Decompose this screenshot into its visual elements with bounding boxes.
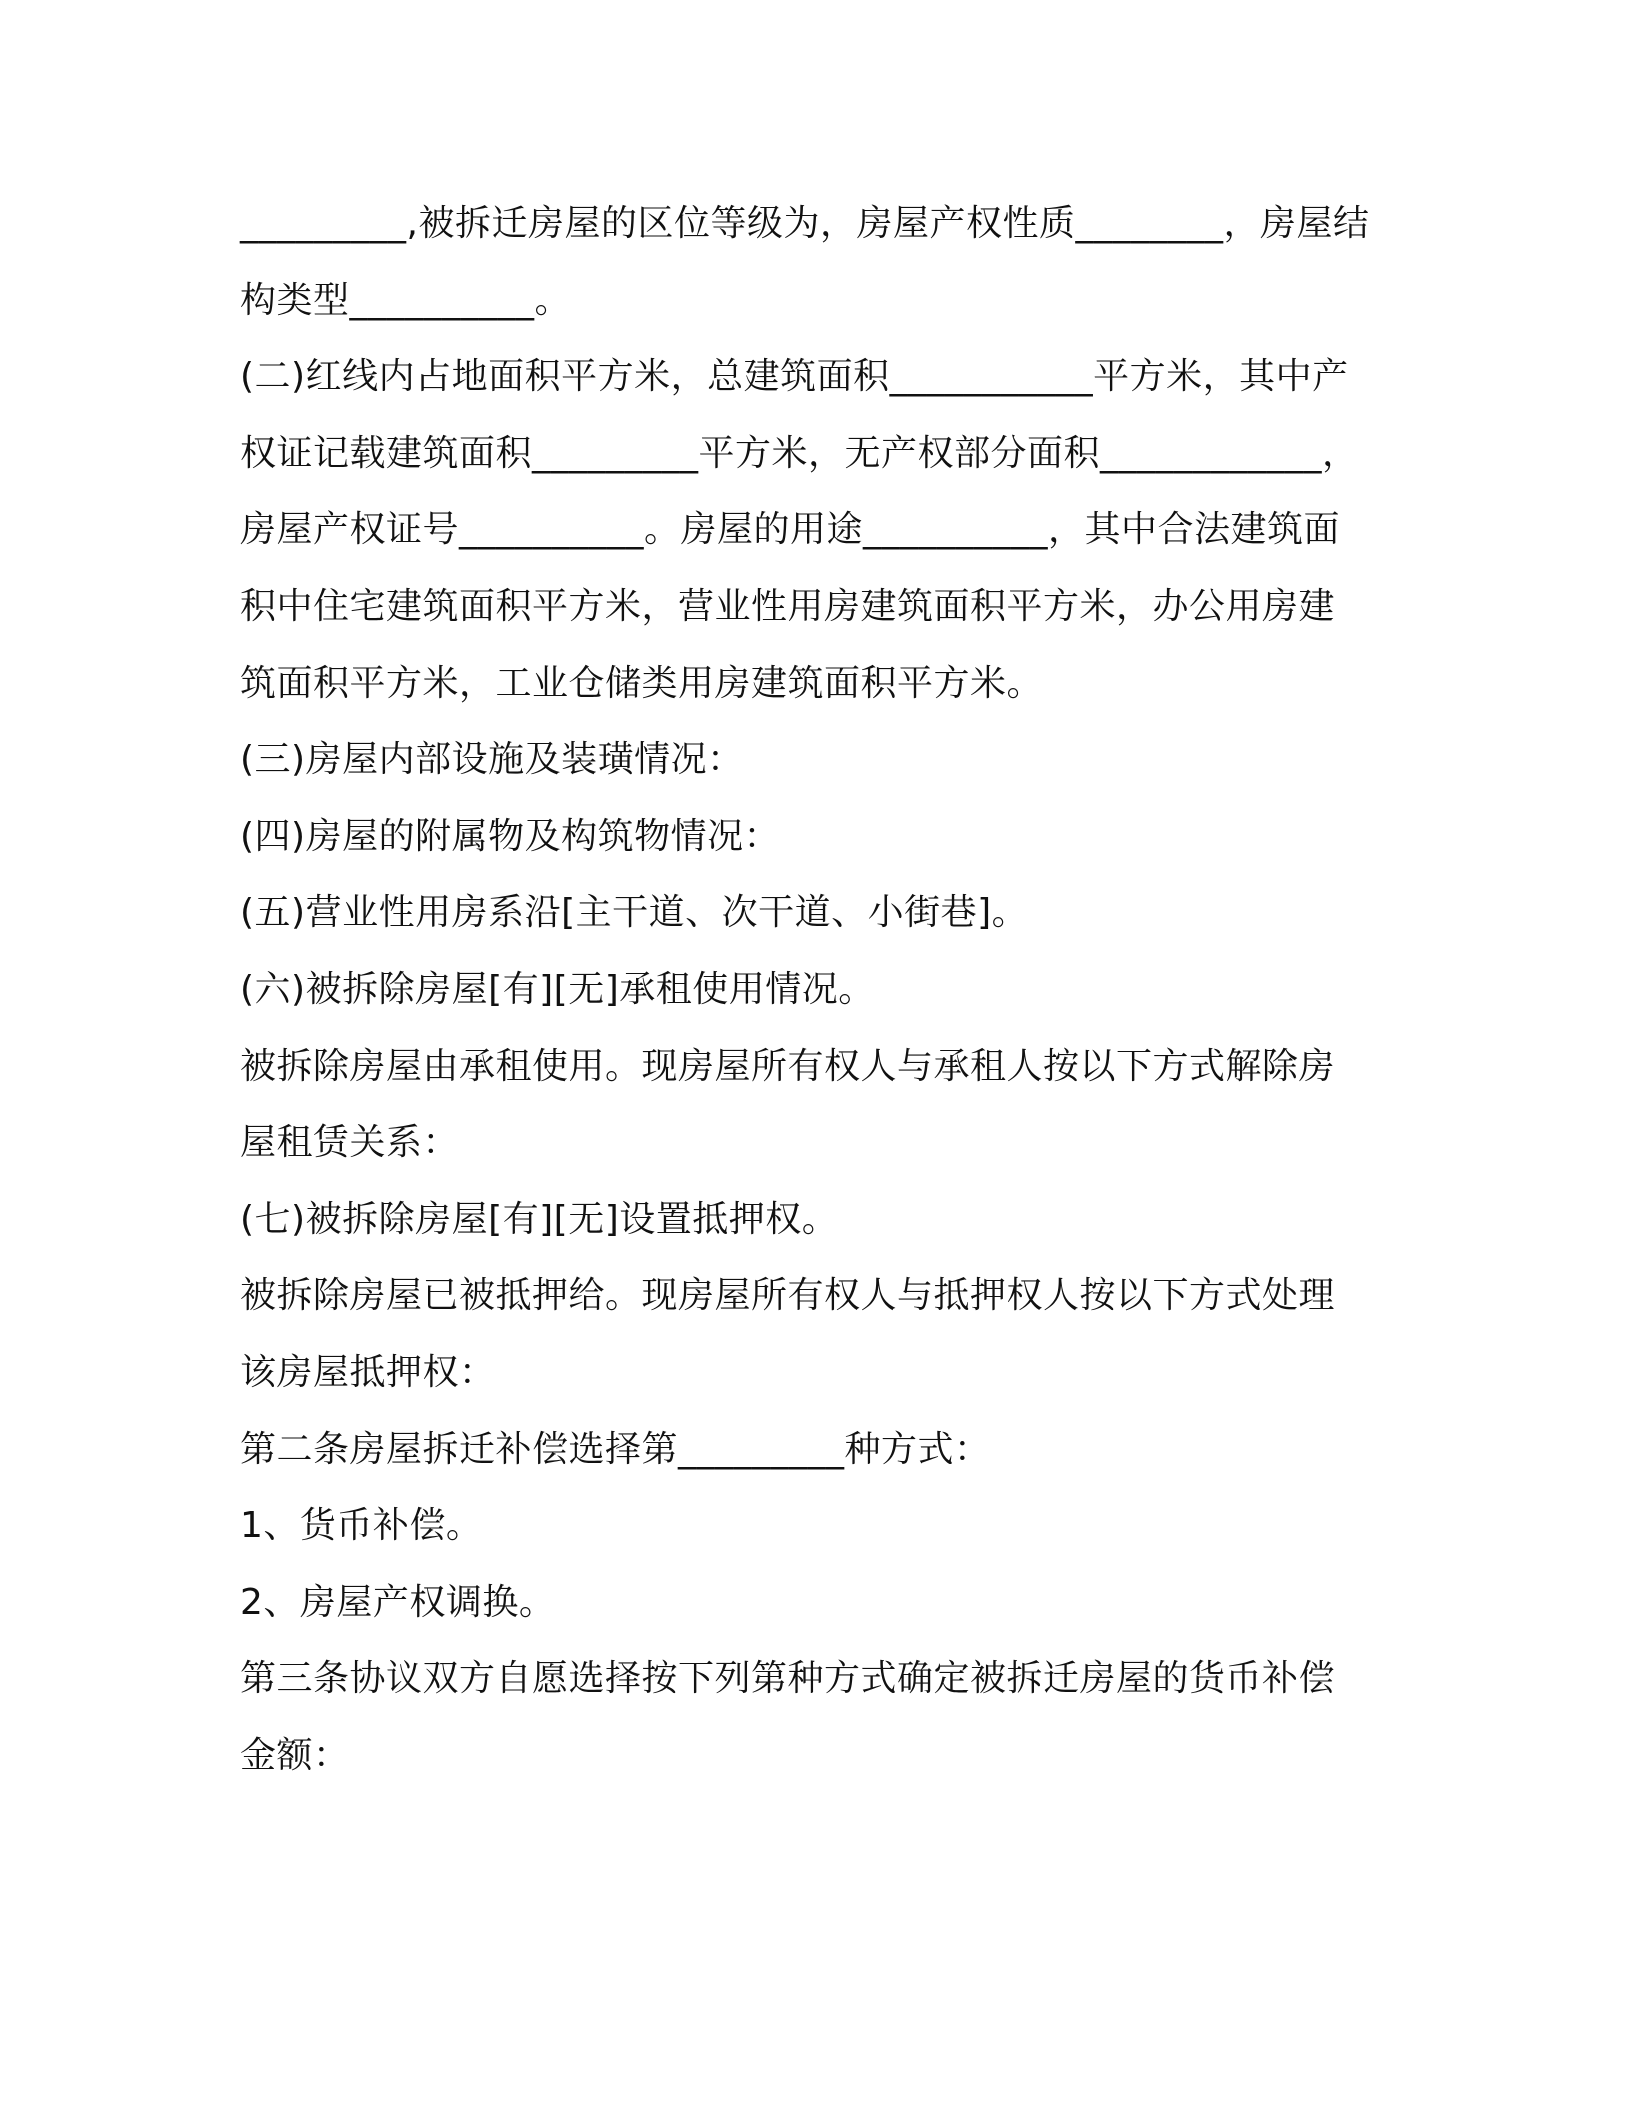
text-line: 积中住宅建筑面积平方米，营业性用房建筑面积平方米，办公用房建 <box>240 585 1336 627</box>
text-line: (五)营业性用房系沿[主干道、次干道、小街巷]。 <box>240 892 1029 934</box>
text-line: 被拆除房屋已被抵押给。现房屋所有权人与抵押权人按以下方式处理 <box>240 1275 1336 1317</box>
text-line: 第二条房屋拆迁补偿选择第_________种方式： <box>240 1428 991 1470</box>
text-line: 房屋产权证号__________。房屋的用途__________，其中合法建筑面 <box>240 509 1341 551</box>
text-line: 第三条协议双方自愿选择按下列第种方式确定被拆迁房屋的货币补偿 <box>240 1658 1336 1700</box>
text-line: _________,被拆迁房屋的区位等级为，房屋产权性质________，房屋结 <box>240 203 1370 244</box>
document-body <box>240 186 1400 1794</box>
text-line: (七)被拆除房屋[有][无]设置抵押权。 <box>240 1198 839 1240</box>
text-line: (二)红线内占地面积平方米，总建筑面积___________平方米，其中产 <box>240 356 1349 398</box>
text-line: 被拆除房屋由承租使用。现房屋所有权人与承租人按以下方式解除房 <box>240 1045 1336 1087</box>
text-line: (三)房屋内部设施及装璜情况： <box>240 739 744 781</box>
text-line: 1、货币补偿。 <box>240 1505 483 1547</box>
text-line: 构类型__________。 <box>240 279 572 321</box>
text-line: 该房屋抵押权： <box>240 1351 496 1393</box>
text-line: 金额： <box>240 1734 350 1776</box>
text-line: (六)被拆除房屋[有][无]承租使用情况。 <box>240 968 875 1010</box>
text-line: (四)房屋的附属物及构筑物情况： <box>240 815 781 857</box>
text-line: 2、房屋产权调换。 <box>240 1581 556 1623</box>
text-line: 筑面积平方米，工业仓储类用房建筑面积平方米。 <box>240 662 1044 704</box>
text-line: 权证记载建筑面积_________平方米，无产权部分面积____________， <box>240 432 1359 474</box>
text-line: 屋租赁关系： <box>240 1122 460 1164</box>
